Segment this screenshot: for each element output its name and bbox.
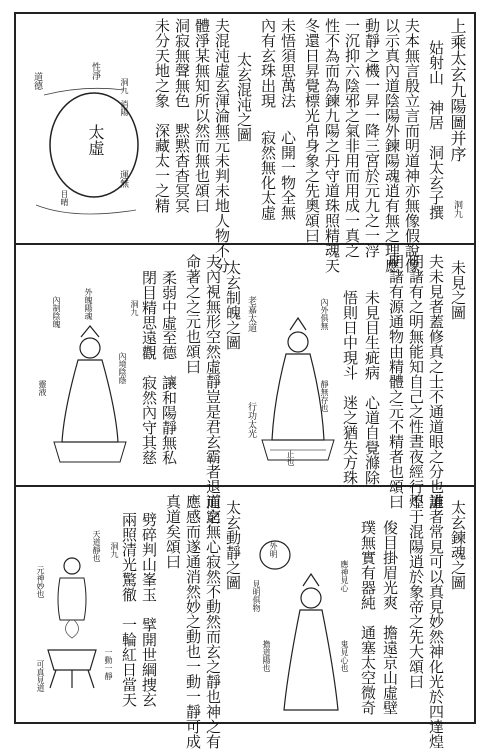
unseen-prose-2: 明諸有之明無能知自己之性晝夜經行不 xyxy=(407,254,425,509)
figure-head xyxy=(288,332,308,352)
seated-figure-pobo xyxy=(50,320,130,470)
verse-1c: 心開一物全無 xyxy=(279,130,297,220)
dongjing-prose-3: 真道矣頌曰 xyxy=(164,494,182,569)
author-line: 姑射山 神居 洞太玄子撰 xyxy=(427,40,445,220)
fig1-label-7: 洞九 xyxy=(120,78,129,94)
preface-line-2: 以示真內道陰陽外鍊陽魂逍有無之理應 xyxy=(383,18,401,273)
section-title-chaos: 太玄混沌之圖 xyxy=(235,52,253,142)
fig3l-label-2: 洞九 xyxy=(110,542,119,558)
pobo-prose-2: 命著之之元也頌曰 xyxy=(184,254,202,374)
mid-label-1: 老嘉太道 xyxy=(246,296,256,332)
section-title-lianhun: 太玄鍊魂之圖 xyxy=(449,500,467,590)
standing-figure-lianhun xyxy=(276,560,346,720)
volume-mark: 洞九 xyxy=(452,200,462,218)
figure-head xyxy=(301,588,321,608)
chaos-prose-3: 洞寂無聲無色 黙黙杳杳冥冥 xyxy=(173,18,191,213)
dongjing-prose-2: 應感而遂通消然妙之動也一動一靜可成 xyxy=(184,494,202,749)
section-title-unseen: 未見之圖 xyxy=(449,260,467,320)
fig1-label-6: 目晴 xyxy=(60,190,69,206)
section-title-pobo: 太玄制魄之圖 xyxy=(224,260,242,350)
fig3l-label-4: 可真見道 xyxy=(36,660,45,692)
pobo-prose-1: 夫內視無形空然虛靜豈是君玄霸者退而窮 xyxy=(204,254,222,524)
chaos-prose-2: 體淨某無知所以然而無也頌曰 xyxy=(193,18,211,213)
figure-robe xyxy=(284,610,338,710)
lianhun-verse-1: 俊目掛眉光爽 擔遠京山虛壁 xyxy=(381,520,399,715)
fig3l-label-3: 元神妙也 xyxy=(36,566,45,598)
fig2l-label-4: 內境陰蔭 xyxy=(118,352,127,384)
fig3r-label-3: 應神見心 xyxy=(340,560,349,592)
unseen-verse-1: 未見目生疵病 心道自覺滌除 xyxy=(363,290,381,485)
preface-line-4: 一沉抑六陰邪之氣非用而用成一真之 xyxy=(343,18,361,258)
fig3l-label-5: 一動一靜 xyxy=(104,648,113,680)
fig3r-label-4: 鬼見心也 xyxy=(340,640,349,672)
fig2r-label-3: 止也 xyxy=(286,450,295,466)
lianhun-verse-2: 璞無實有器純 通塞太空微奇 xyxy=(359,520,377,715)
unseen-verse-2: 悟則日中現斗 迷之猶失方珠 xyxy=(341,290,359,485)
fig2l-label-1: 外魄陽魂 xyxy=(84,288,93,320)
fig2l-label-5: 靈液 xyxy=(38,380,47,396)
dongjing-prose-1: 道之無心寂然不動然而玄之靜也神之有 xyxy=(204,494,222,749)
dongjing-verse-1: 劈碎判山峯玉 擘開世綱捜玄 xyxy=(140,512,158,707)
fig2r-label-2: 靜無存也 xyxy=(320,380,329,412)
figure-crown xyxy=(81,326,99,337)
figure-head xyxy=(64,558,80,574)
fig1-center-label: 太虛 xyxy=(86,124,105,156)
preface-line-6: 冬還日昇覺標光帛身象之先奧頌曰 xyxy=(303,18,321,243)
figure-head xyxy=(80,338,100,358)
chaos-prose-4: 未分天地之象 深藏太一之精 xyxy=(153,18,171,213)
preface-line-1: 夫本無言殷立言而明道神亦無像假說像 xyxy=(403,18,421,273)
mid-label-2: 行功太光 xyxy=(246,402,256,438)
lianhun-prose-1: 道者常見可以真見妙然神化光於四達煌 xyxy=(427,494,445,749)
unseen-prose-3: 明諸有源通物由精體之元不精者也頌曰 xyxy=(387,254,405,509)
pobo-verse-2: 閉目精思遠觀 寂然內守其慈 xyxy=(140,270,158,465)
fig1-label-1: 性淨 xyxy=(90,62,100,80)
censer-legs xyxy=(50,670,94,688)
fig3r-label-1: 外明 xyxy=(269,542,278,558)
figure-robe xyxy=(272,354,324,440)
fig3r-label-2: 見明俱物 xyxy=(252,580,261,612)
fig2l-label-3: 洞九 xyxy=(130,300,139,316)
fig2r-label-1: 內外俱無 xyxy=(320,298,329,330)
smoke-curl xyxy=(65,620,78,638)
scripture-title: 上乘太玄九陽圖并序 xyxy=(448,18,467,162)
pobo-verse-1: 柔弱中虛至德 讓和陽靜無私 xyxy=(160,270,178,465)
fig1-label-5: 消陽 xyxy=(120,100,129,116)
fig1-label-3: 道德 xyxy=(32,72,42,90)
section-title-dongjing: 太玄動靜之圖 xyxy=(224,500,242,590)
unseen-prose-1: 夫未見者蓋修真之士不通道眼之分也誰 xyxy=(427,254,445,509)
verse-1d: 寂然無化太虛 xyxy=(259,130,277,220)
verse-1b: 內有玄珠出現 xyxy=(259,18,277,108)
fig2l-label-2: 內制陰魄 xyxy=(52,296,61,328)
verse-1a: 未悟須思萬法 xyxy=(279,18,297,108)
figure-robe xyxy=(62,360,118,442)
figure-body xyxy=(58,578,86,620)
dongjing-verse-2: 兩照清光驚徹 一輪紅日當天 xyxy=(120,512,138,707)
fig3r-label-5: 擔道陽也 xyxy=(262,640,271,672)
preface-line-3: 動靜之機一昇一降三宮於元九之一浮 xyxy=(363,18,381,258)
fig3l-label-1: 天道靜也 xyxy=(92,530,101,562)
figure-mat xyxy=(54,442,126,462)
fig1-label-2: 運無 xyxy=(118,170,128,188)
lianhun-prose-2: 煌于混陽逍於象帝之先大頌曰 xyxy=(407,494,425,689)
figure-crown xyxy=(303,574,319,586)
preface-line-5: 性不為而為鍊九陽之丹守道珠照精魂天 xyxy=(323,18,341,273)
figure-crown xyxy=(290,318,306,330)
chaos-prose-1: 夫混沌虛玄渾淪無元未判未地人物不分 xyxy=(213,18,231,273)
cloud-stroke-lower xyxy=(36,205,136,214)
censer-bowl xyxy=(48,650,96,670)
